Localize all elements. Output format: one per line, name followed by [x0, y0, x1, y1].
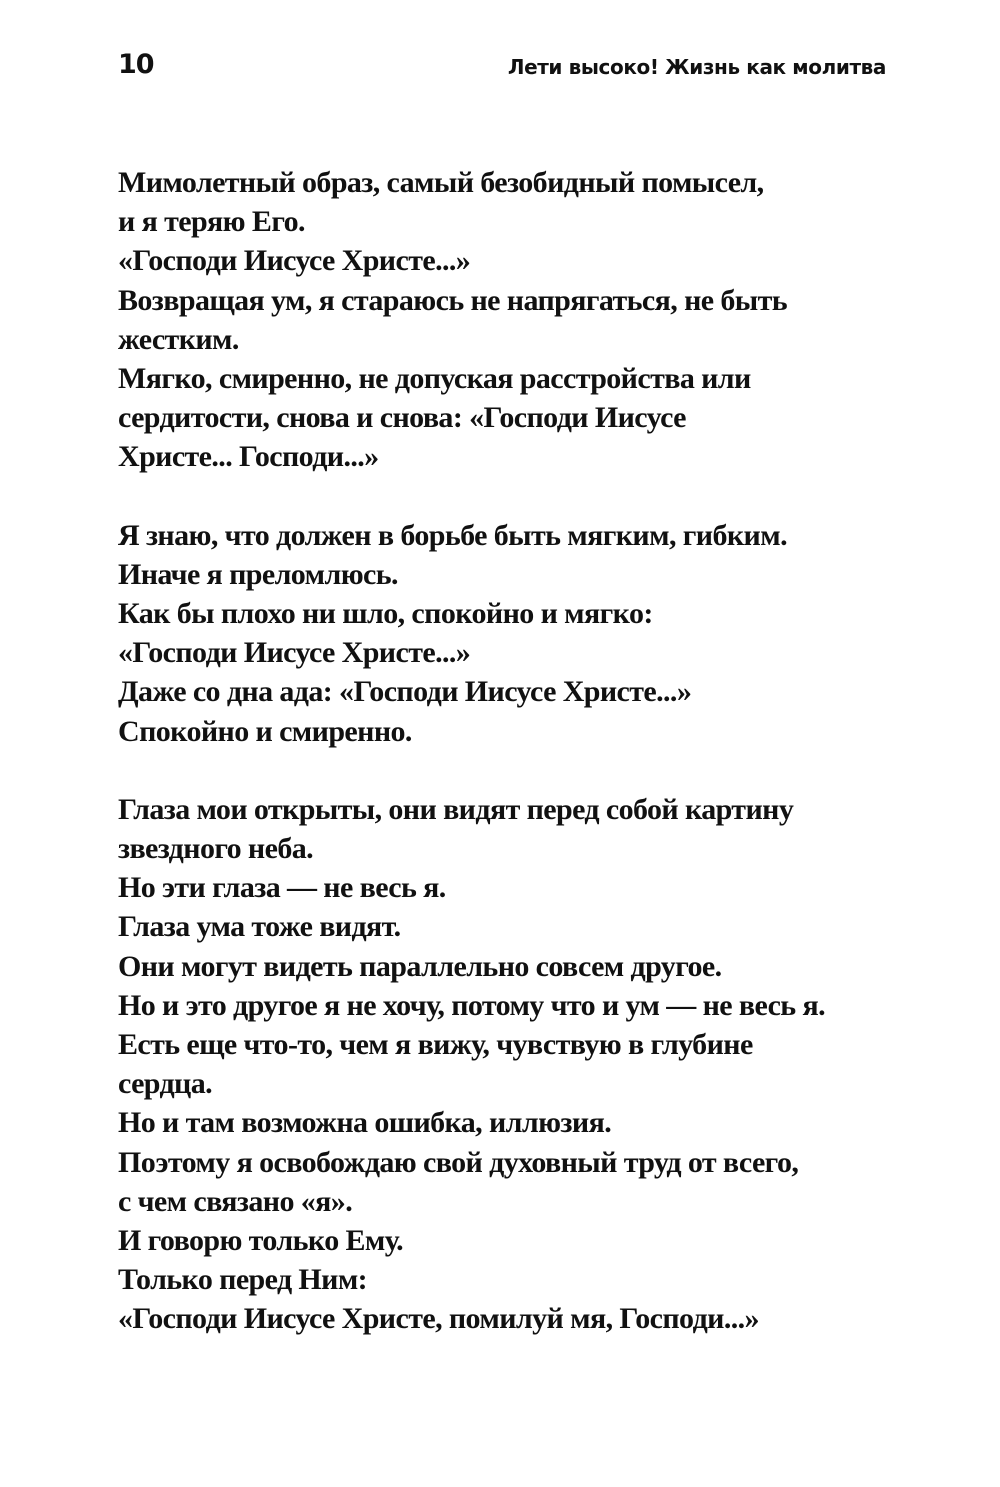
text-line: Мимолетный образ, самый безобидный помысел, — [118, 166, 764, 199]
text-line: сердитости, снова и снова: «Господи Иисусе — [118, 401, 686, 435]
text-line: Но и это другое я не хочу, потому что и ум — не весь я. — [118, 988, 825, 1022]
text-line: Они могут видеть параллельно совсем другое. — [118, 949, 722, 983]
text-line: Поэтому я освобождаю свой духовный труд от всего, — [118, 1145, 799, 1179]
text-line: сердца. — [118, 1067, 213, 1101]
text-line: «Господи Иисусе Христе...» — [118, 636, 471, 670]
paragraph — [118, 516, 908, 751]
text-line: Глаза мои открыты, они видят перед собой картину — [118, 792, 794, 826]
text-line: Но и там возможна ошибка, иллюзия. — [118, 1106, 612, 1140]
running-title: Лети высоко! Жизнь как молитва — [507, 55, 886, 79]
text-line: и я теряю Его. — [118, 205, 305, 239]
text-line: Даже со дна ада: «Господи Иисусе Христе...» — [118, 675, 692, 709]
text-line: Иначе я преломлюсь. — [118, 557, 398, 591]
text-line: звездного неба. — [118, 832, 314, 866]
text-line: «Господи Иисусе Христе, помилуй мя, Господи...» — [118, 1302, 759, 1336]
text-line: Но эти глаза — не весь я. — [118, 871, 446, 905]
text-line: Есть еще что-то, чем я вижу, чувствую в глубине — [118, 1028, 753, 1062]
text-line: «Господи Иисусе Христе...» — [118, 244, 471, 278]
text-line: Возвращая ум, я стараюсь не напрягаться, не быть — [118, 283, 787, 317]
text-line: И говорю только Ему. — [118, 1224, 404, 1258]
text-line: Как бы плохо ни шло, спокойно и мягко: — [118, 597, 653, 631]
text-line: Я знаю, что должен в борьбе быть мягким, гибким. — [118, 518, 787, 552]
text-line: Спокойно и смиренно. — [118, 714, 412, 748]
text-line: жестким. — [118, 322, 239, 356]
paragraph — [118, 163, 908, 477]
text-body — [118, 163, 908, 1339]
page-number: 10 — [118, 49, 154, 80]
text-line: Христе... Господи...» — [118, 440, 379, 474]
text-line: Мягко, смиренно, не допуская расстройства или — [118, 362, 751, 396]
text-line: Только перед Ним: — [118, 1263, 368, 1297]
text-line: с чем связано «я». — [118, 1184, 353, 1218]
paragraph — [118, 790, 908, 1339]
text-line: Глаза ума тоже видят. — [118, 910, 401, 944]
